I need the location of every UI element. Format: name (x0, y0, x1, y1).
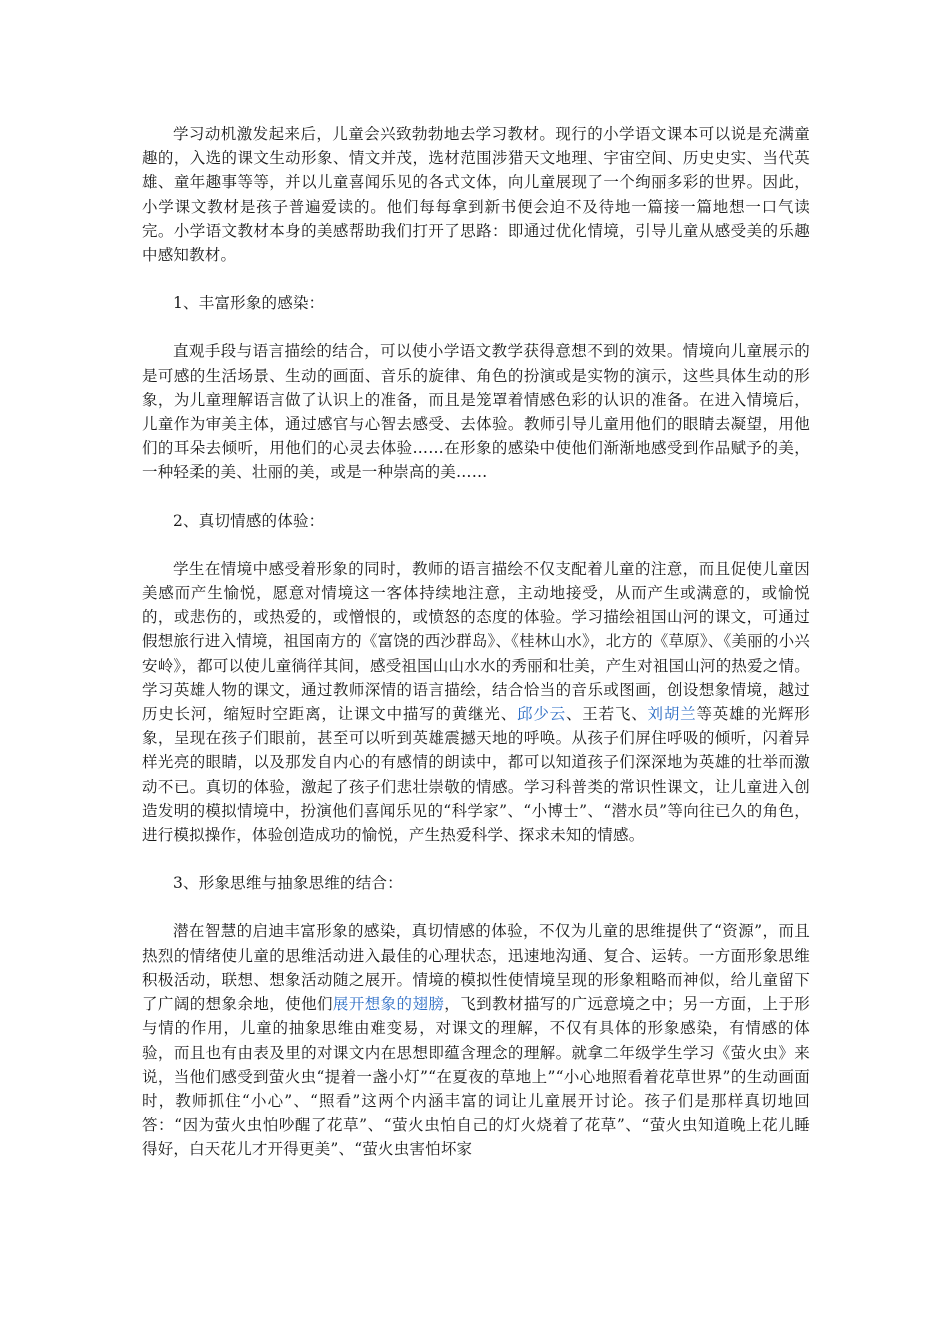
section-heading-3-text: 3、形象思维与抽象思维的结合： (173, 874, 403, 893)
section-heading-2 (142, 509, 810, 533)
section-heading-1 (142, 291, 810, 315)
section-heading-2-text: 2、真切情感的体验： (173, 511, 325, 530)
paragraph-section-2 (142, 557, 810, 847)
link-qiu-shaoyun[interactable]: 邱少云 (517, 705, 566, 724)
paragraph-section-3-text-a: 潜在智慧的启迪丰富形象的感染，真切情感的体验，不仅为儿童的思维提供了“资源”，而且热烈的情绪使儿童的思维活动进入最佳的心理状态，迅速地沟通、复合、运转。一方面形象思维积极活动，联想、想象活动随之展开。情境的模拟性使情境呈现的形象粗略而神似，给儿童留下了广阔的想象余地，使他们 (142, 922, 810, 1014)
paragraph-intro (142, 122, 810, 267)
paragraph-intro-text: 学习动机激发起来后，儿童会兴致勃勃地去学习教材。现行的小学语文课本可以说是充满童趣的，入选的课文生动形象、情文并茂，选材范围涉猎天文地理、宇宙空间、历史史实、当代英雄、童年趣事等等，并以儿童喜闻乐见的各式文体，向儿童展现了一个绚丽多彩的世界。因此，小学课文教材是孩子普遍爱读的。他们每每拿到新书便会迫不及待地一篇接一篇地想一口气读完。小学语文教材本身的美感帮助我们打开了思路：即通过优化情境，引导儿童从感受美的乐趣中感知教材。 (142, 125, 810, 265)
link-imagination-wings[interactable]: 展开想象的翅膀 (332, 995, 445, 1014)
paragraph-section-3-text-b: ，飞到教材描写的广远意境之中；另一方面，上于形与情的作用，儿童的抽象思维由难变易，对课文的理解，不仅有具体的形象感染，有情感的体验，而且也有由表及里的对课文内在思想即蕴含理念的理解。就拿二年级学生学习《萤火虫》来说，当他们感受到萤火虫“提着一盏小灯”“在夏夜的草地上”“小心地照看着花草世界”的生动画面时，教师抓住“小心”、“照看”这两个内涵丰富的词让儿童展开讨论。孩子们是那样真切地回答：“因为萤火虫怕吵醒了花草”、“萤火虫怕自己的灯火烧着了花草”、“萤火虫知道晚上花儿睡得好，白天花儿才开得更美”、“萤火虫害怕坏家 (142, 995, 811, 1159)
section-heading-3 (142, 871, 810, 895)
document-body (142, 122, 810, 1186)
paragraph-section-1 (142, 339, 810, 484)
paragraph-section-2-text-b: 、王若飞、 (565, 705, 648, 724)
paragraph-section-2-text-c: 等英雄的光辉形象，呈现在孩子们眼前，甚至可以听到英雄震撼天地的呼唤。从孩子们屏住呼吸的倾听，闪着异样光亮的眼睛，以及那发自内心的有感情的朗读中，都可以知道孩子们深深地为英雄的壮举而激动不已。真切的体验，激起了孩子们悲壮崇敬的情感。学习科普类的常识性课文，让儿童进入创造发明的模拟情境中，扮演他们喜闻乐见的“科学家”、“小博士”、“潜水员”等向往已久的角色，进行模拟操作，体验创造成功的愉悦，产生热爱科学、探求未知的情感。 (142, 705, 810, 845)
section-heading-1-text: 1、丰富形象的感染： (173, 294, 325, 313)
link-liu-hulan[interactable]: 刘胡兰 (647, 705, 697, 724)
paragraph-section-3 (142, 919, 810, 1161)
paragraph-section-2-text-a: 学生在情境中感受着形象的同时，教师的语言描绘不仅支配着儿童的注意，而且促使儿童因美感而产生愉悦，愿意对情境这一客体持续地注意，主动地接受，从而产生或满意的，或愉悦的，或悲伤的，或热爱的，或憎恨的，或愤怒的态度的体验。学习描绘祖国山河的课文，可通过假想旅行进入情境，祖国南方的《富饶的西沙群岛》、《桂林山水》，北方的《草原》、《美丽的小兴安岭》，都可以使儿童徜徉其间，感受祖国山山水水的秀丽和壮美，产生对祖国山河的热爱之情。学习英雄人物的课文，通过教师深情的语言描绘，结合恰当的音乐或图画，创设想象情境，越过历史长河，缩短时空距离，让课文中描写的黄继光、 (142, 559, 810, 724)
paragraph-section-1-text: 直观手段与语言描绘的结合，可以使小学语文教学获得意想不到的效果。情境向儿童展示的是可感的生活场景、生动的画面、音乐的旋律、角色的扮演或是实物的演示，这些具体生动的形象，为儿童理解语言做了认识上的准备，而且是笼罩着情感色彩的认识的准备。在进入情境后，儿童作为审美主体，通过感官与心智去感受、去体验。教师引导儿童用他们的眼睛去凝望，用他们的耳朵去倾听，用他们的心灵去体验……在形象的感染中使他们渐渐地感受到作品赋予的美，一种轻柔的美、壮丽的美，或是一种崇高的美…… (142, 342, 810, 482)
